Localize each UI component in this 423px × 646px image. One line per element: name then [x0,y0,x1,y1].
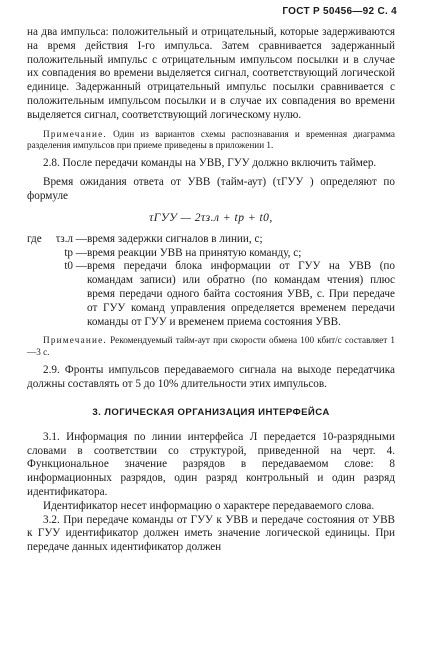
formula-definitions [27,233,395,330]
definition-text: время реакции УВВ на принятую команду, с; [87,246,302,259]
note-timeout-recommendation [27,335,395,358]
note-text: Рекомендуемый тайм-аут при скорости обмена 100 кбит/с составляет 1—3 с. [27,335,396,357]
definition-text: время передачи блока информации от ГУУ на УВВ (по командам записи) или обратно (по командам чтения) плюс время передачи одного байта состояния УВВ, с. При передаче от ГУУ команд управления определяется временем передачи команды от ГУУ и временем приема состояния УВВ. [87,260,395,328]
definitions-prefix: где [27,232,42,245]
definition-symbol: τз.л — [55,232,87,245]
clause-2-8: 2.8. После передачи команды на УВВ, ГУУ должно включить таймер. [43,157,377,170]
definition-symbol: tр — [64,246,87,259]
document-body [27,26,395,555]
definition-text: время задержки сигналов в линии, с; [87,232,263,245]
clause-3-1: 3.1. Информация по линии интерфейса Л передается 10-разрядными словами в соответствии со структурой, приведенной на черт. 4. Функциональное значение разрядов в передаваемом слове: 8 информационных разрядов, один разряд контрольный и один разряд идентификатора. [27,430,395,498]
intro-paragraph: на два импульса: положительный и отрицательный, которые задерживаются на время действия I-го импульса. Затем сравнивается задержанный положительный импульс с отрицательным импульсом посылки и в случае их совпадения во времени выделяется сигнал, соответствующий логической единице. Задержанный отрицательный импульс посылки сравнивается с положительным импульсом посылки и в случае их совпадения во времени выделяется сигнал, соответствующий логическому нулю. [27,26,395,121]
clause-3-2: 3.2. При передаче команды от ГУУ к УВВ и передаче состояния от УВВ к ГУУ идентификатор должен иметь значение логической единицы. При передаче данных идентификатор должен [27,513,395,554]
timeout-formula: τГУУ — 2τз.л + tр + t0, [149,211,273,224]
note-text: Один из вариантов схемы распознавания и временная диаграмма разделения импульсов при приеме приведены в приложении 1. [27,128,396,150]
definition-symbol: t0 — [64,260,87,273]
note-lead: Примечание. [43,335,107,346]
definition-row [27,260,395,329]
identifier-paragraph: Идентификатор несет информацию о характере передаваемого слова. [43,499,375,512]
clause-2-9: 2.9. Фронты импульсов передаваемого сигнала на выходе передатчика должны составлять от 5 до 10% длительности этих импульсов. [27,364,395,390]
definition-row [27,247,395,261]
timeout-definition: Время ожидания ответа от УВВ (тайм-аут) (τГУУ ) определяют по формуле [27,176,395,202]
note-lead: Примечание. [43,128,107,139]
section-heading: 3. ЛОГИЧЕСКАЯ ОРГАНИЗАЦИЯ ИНТЕРФЕЙСА [92,406,330,418]
note-recognition-scheme [27,129,395,152]
page-header: ГОСТ Р 50456—92 С. 4 [282,6,397,17]
definition-row [27,233,395,247]
